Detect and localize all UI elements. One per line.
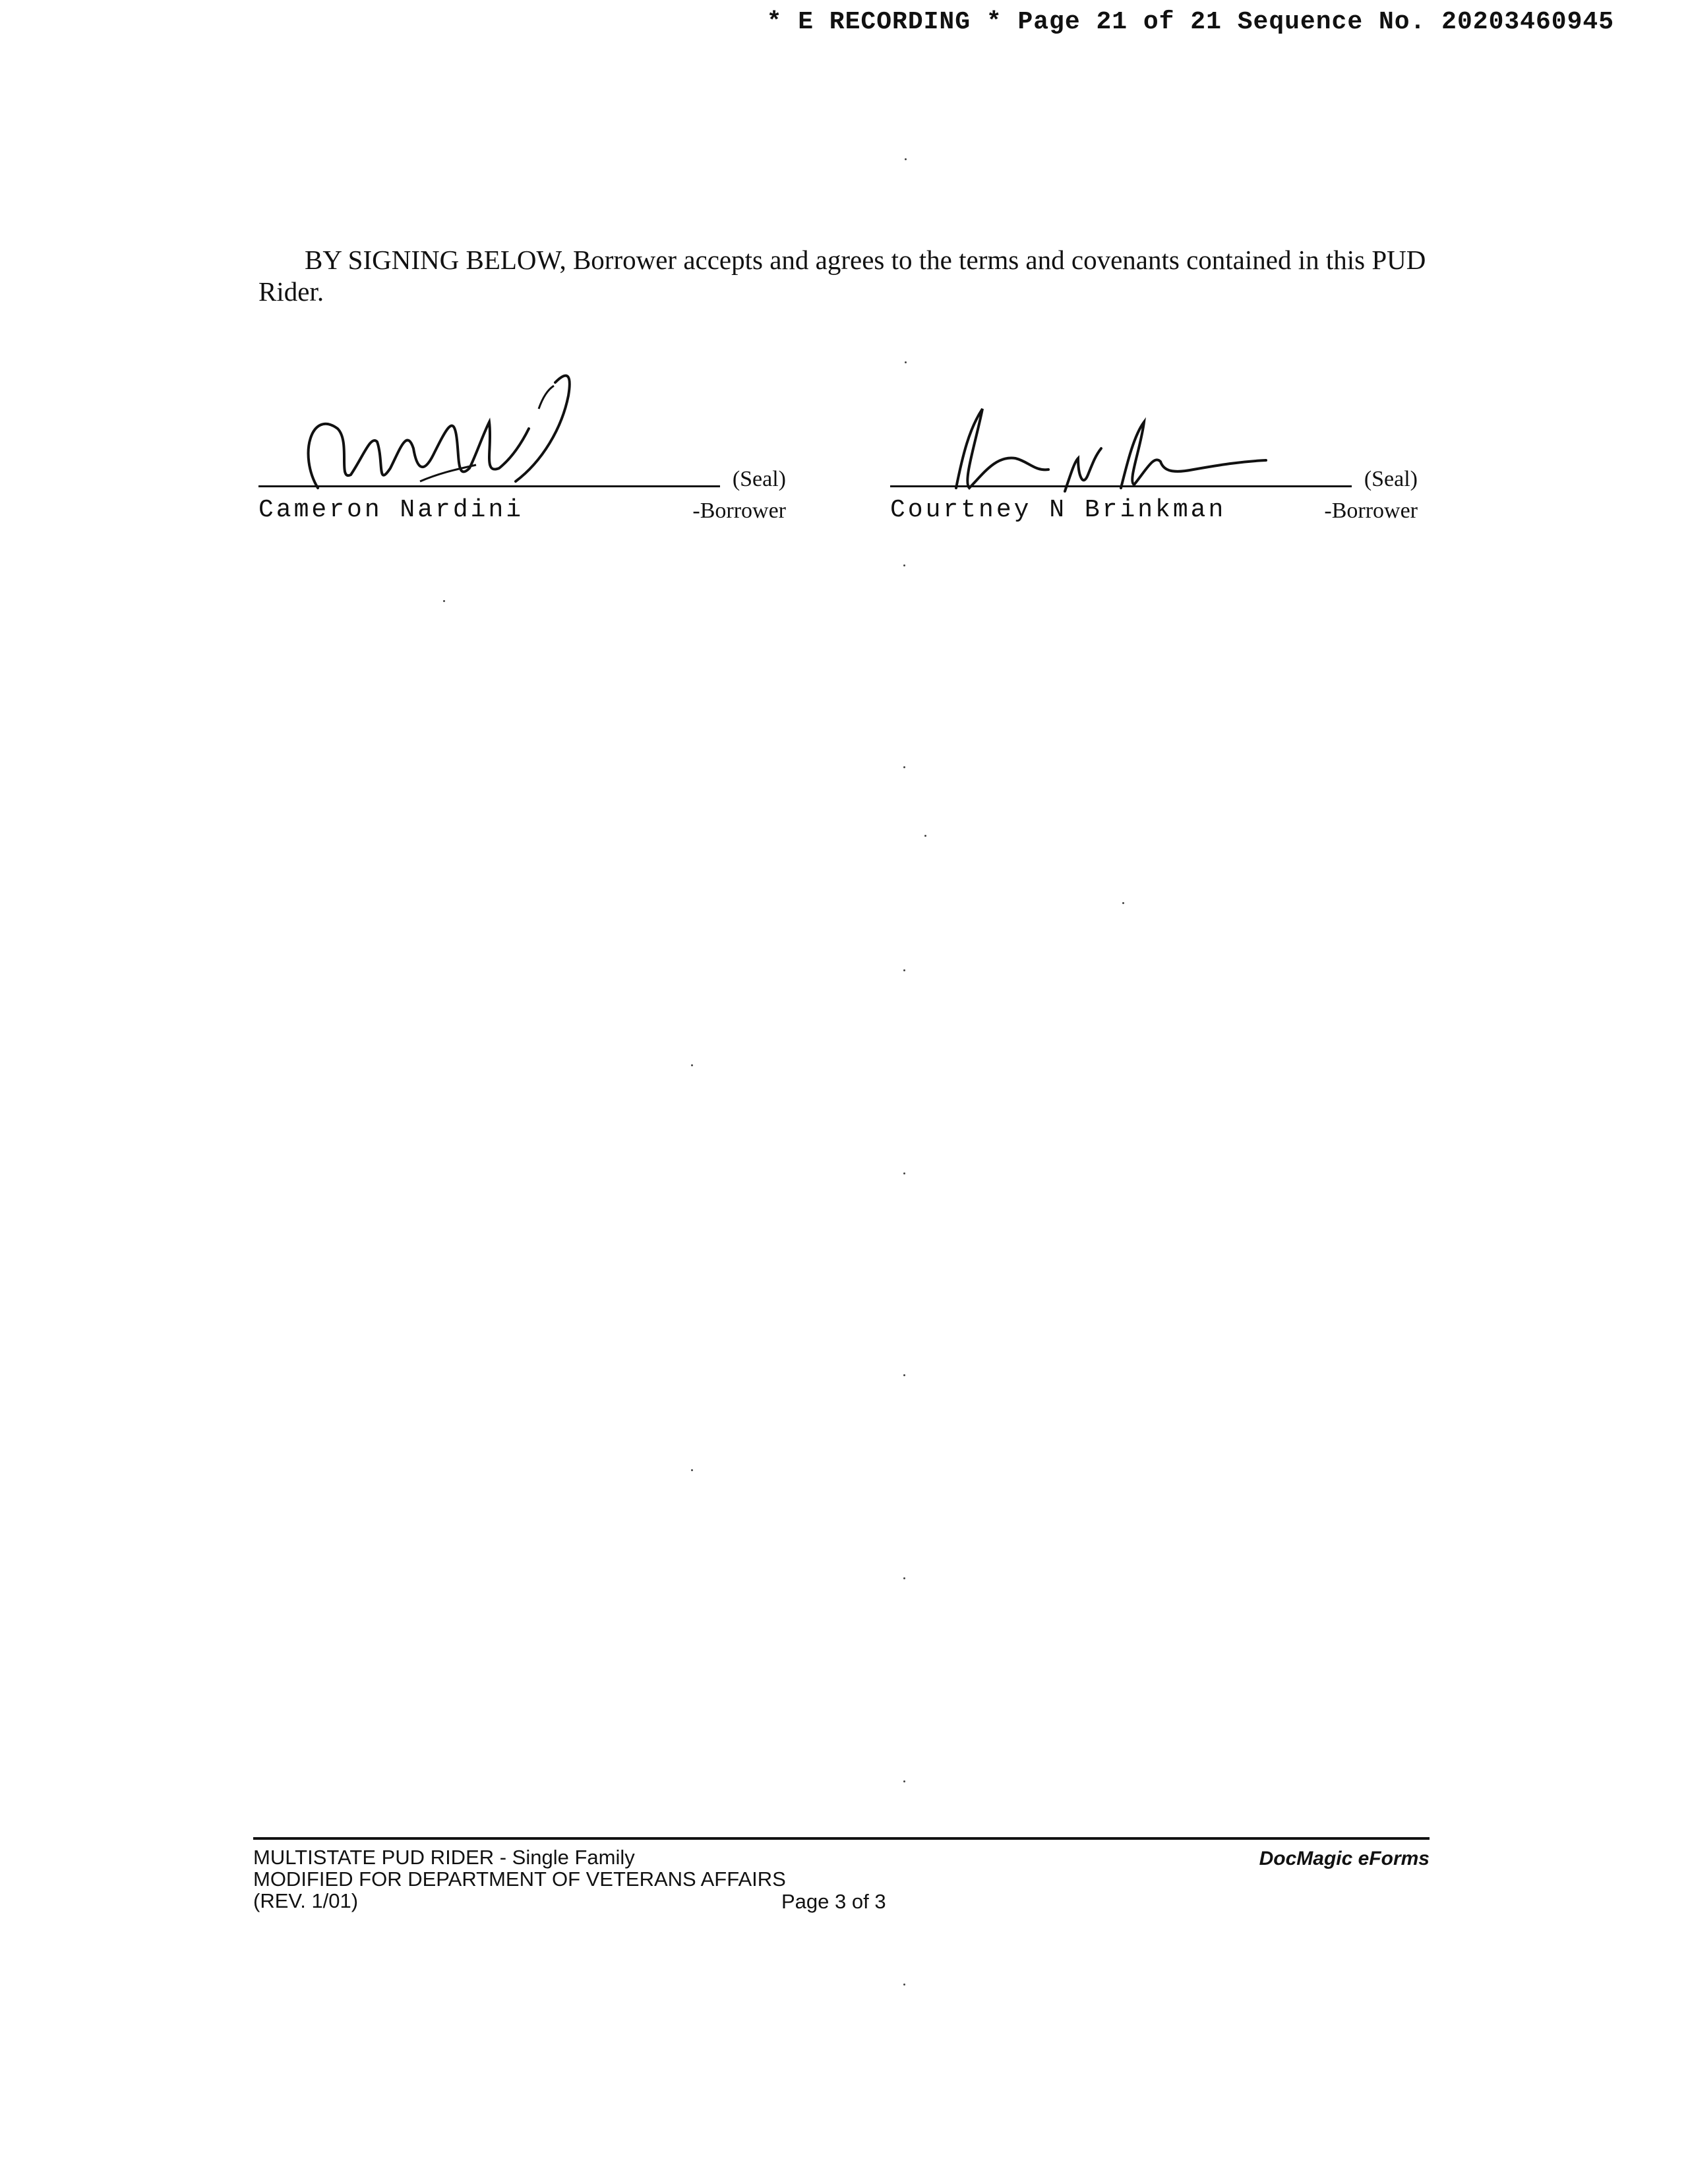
form-revision-line: (REV. 1/01)	[253, 1889, 359, 1912]
signature-block-borrower-1	[258, 422, 786, 524]
role-label-2: -Borrower	[1324, 499, 1418, 523]
seal-label-1: (Seal)	[732, 467, 786, 491]
role-label-1: -Borrower	[692, 499, 786, 523]
signer-name-1: Cameron Nardini	[258, 496, 524, 524]
scan-speck	[903, 1374, 905, 1376]
recording-header: * E RECORDING * Page 21 of 21 Sequence No. 20203460945	[766, 8, 1614, 36]
scan-speck	[903, 1172, 905, 1174]
seal-label-2: (Seal)	[1364, 467, 1418, 491]
scan-speck	[443, 600, 445, 602]
scan-speck	[903, 564, 905, 566]
scan-speck	[1122, 902, 1124, 904]
form-identification	[253, 1846, 786, 1912]
page-number: Page 3 of 3	[781, 1890, 886, 1913]
scan-speck	[905, 361, 907, 363]
form-title-line: MULTISTATE PUD RIDER - Single Family	[253, 1846, 635, 1869]
signature-line-2	[890, 485, 1352, 487]
scan-speck	[903, 766, 905, 768]
scan-speck	[691, 1064, 693, 1066]
scan-speck	[903, 1984, 905, 1986]
signing-statement-text: BY SIGNING BELOW, Borrower accepts and agrees to the terms and covenants contained in this PUD Rider.	[258, 245, 1426, 307]
docmagic-logo: DocMagic eForms	[1259, 1848, 1430, 1869]
scan-speck	[903, 1780, 905, 1782]
scan-speck	[903, 1577, 905, 1579]
scan-speck	[903, 969, 905, 971]
handwritten-signature-2	[910, 356, 1279, 514]
signature-block-borrower-2	[890, 422, 1418, 524]
handwritten-signature-1	[278, 356, 621, 514]
signing-statement	[258, 244, 1445, 307]
footer-rule	[253, 1837, 1430, 1840]
signature-line-1	[258, 485, 720, 487]
form-modification-line: MODIFIED FOR DEPARTMENT OF VETERANS AFFAIRS	[253, 1867, 786, 1891]
signer-name-2: Courtney N Brinkman	[890, 496, 1226, 524]
scan-speck	[691, 1469, 693, 1471]
scan-speck	[924, 835, 926, 837]
scan-speck	[905, 158, 907, 160]
